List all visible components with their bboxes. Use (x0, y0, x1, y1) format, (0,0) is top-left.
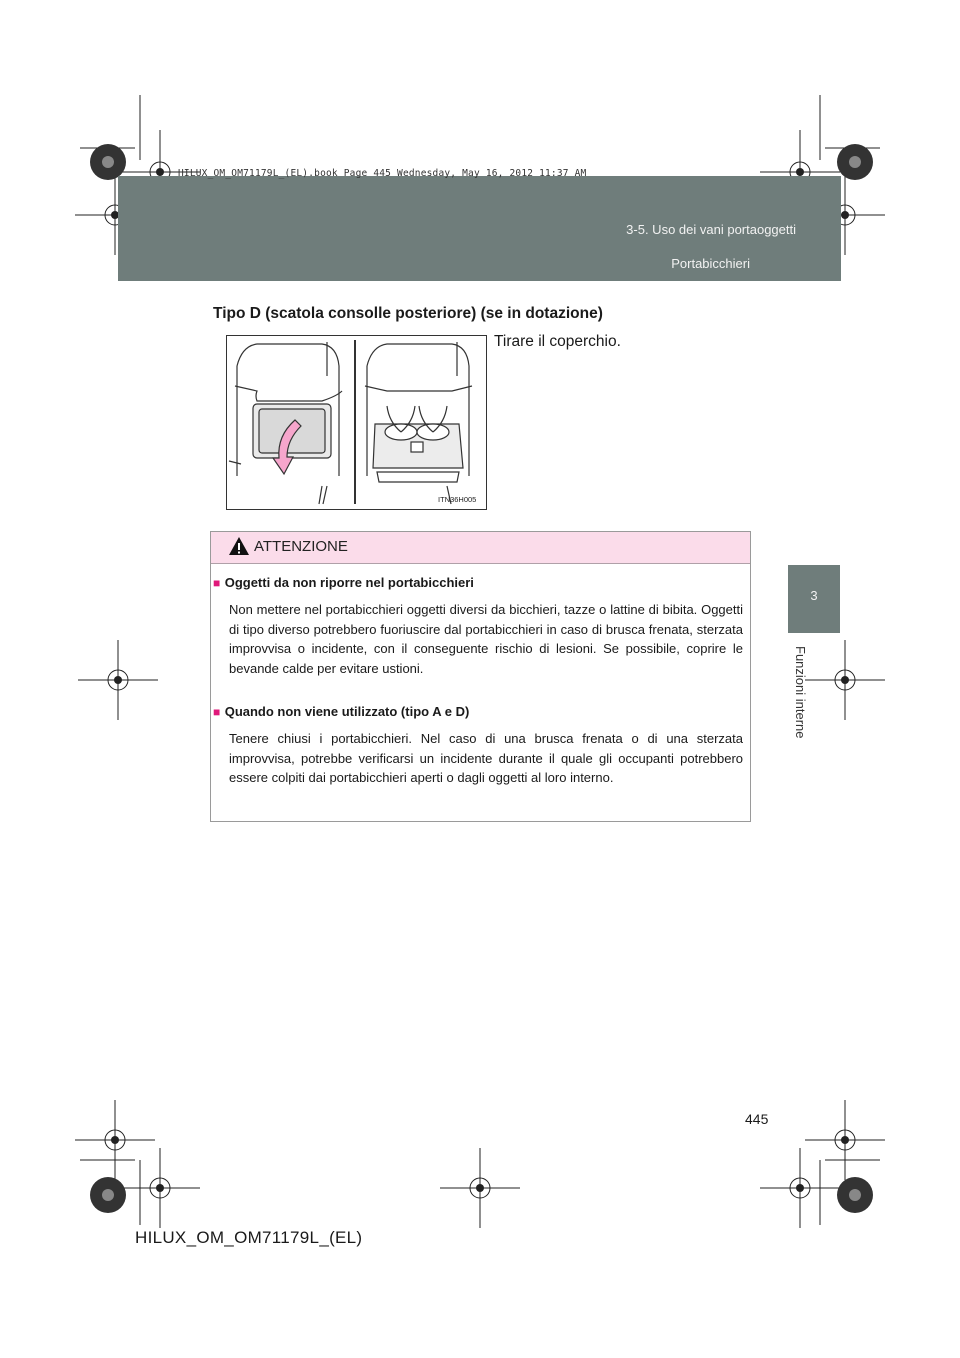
warning-item-body: Non mettere nel portabicchieri oggetti diversi da bicchieri, tazze o lattine di bibita. Oggetti di tipo diverso potrebbero fuoriuscire dal portabicchieri in caso di brusca frenata, sterzata improvvisa o incidente, con il conseguente rischio di lesioni. Se possibile, coprire le bevande calde per evitare ustioni. (229, 602, 743, 676)
page-number: 445 (745, 1111, 769, 1127)
cupholder-illustration (226, 335, 487, 510)
warning-item-body: Tenere chiusi i portabicchieri. Nel caso di una brusca frenata o di una sterzata improvvisa, potrebbe verificarsi un incidente durante il quale gli occupanti potrebbero essere colpiti dai portabicchieri aperti o dagli oggetti al loro interno. (229, 731, 743, 785)
book-info-line: HILUX_OM_OM71179L_(EL).book Page 445 Wednesday, May 16, 2012 11:37 AM (178, 168, 587, 179)
chapter-label: Funzioni interne (793, 646, 808, 739)
section-heading: Tipo D (scatola consolle posteriore) (se in dotazione) (213, 305, 603, 322)
document-code: HILUX_OM_OM71179L_(EL) (135, 1228, 363, 1247)
section-title: 3-5. Uso dei vani portaoggetti (626, 222, 796, 237)
instruction-text: Tirare il coperchio. (494, 333, 621, 350)
bullet-square-icon: ■ (213, 576, 221, 590)
warning-item-1 (213, 574, 743, 678)
warning-item-title: Oggetti da non riporre nel portabicchieri (224, 575, 474, 590)
figure-code: ITN36H005 (438, 495, 477, 504)
warning-item-title: Quando non viene utilizzato (tipo A e D) (224, 704, 470, 719)
subsection-title: Portabicchieri (671, 256, 750, 271)
warning-triangle-icon (228, 536, 250, 561)
chapter-number: 3 (810, 588, 818, 603)
bullet-square-icon: ■ (213, 705, 221, 719)
warning-title: ATTENZIONE (254, 538, 348, 555)
warning-item-2 (213, 703, 743, 788)
